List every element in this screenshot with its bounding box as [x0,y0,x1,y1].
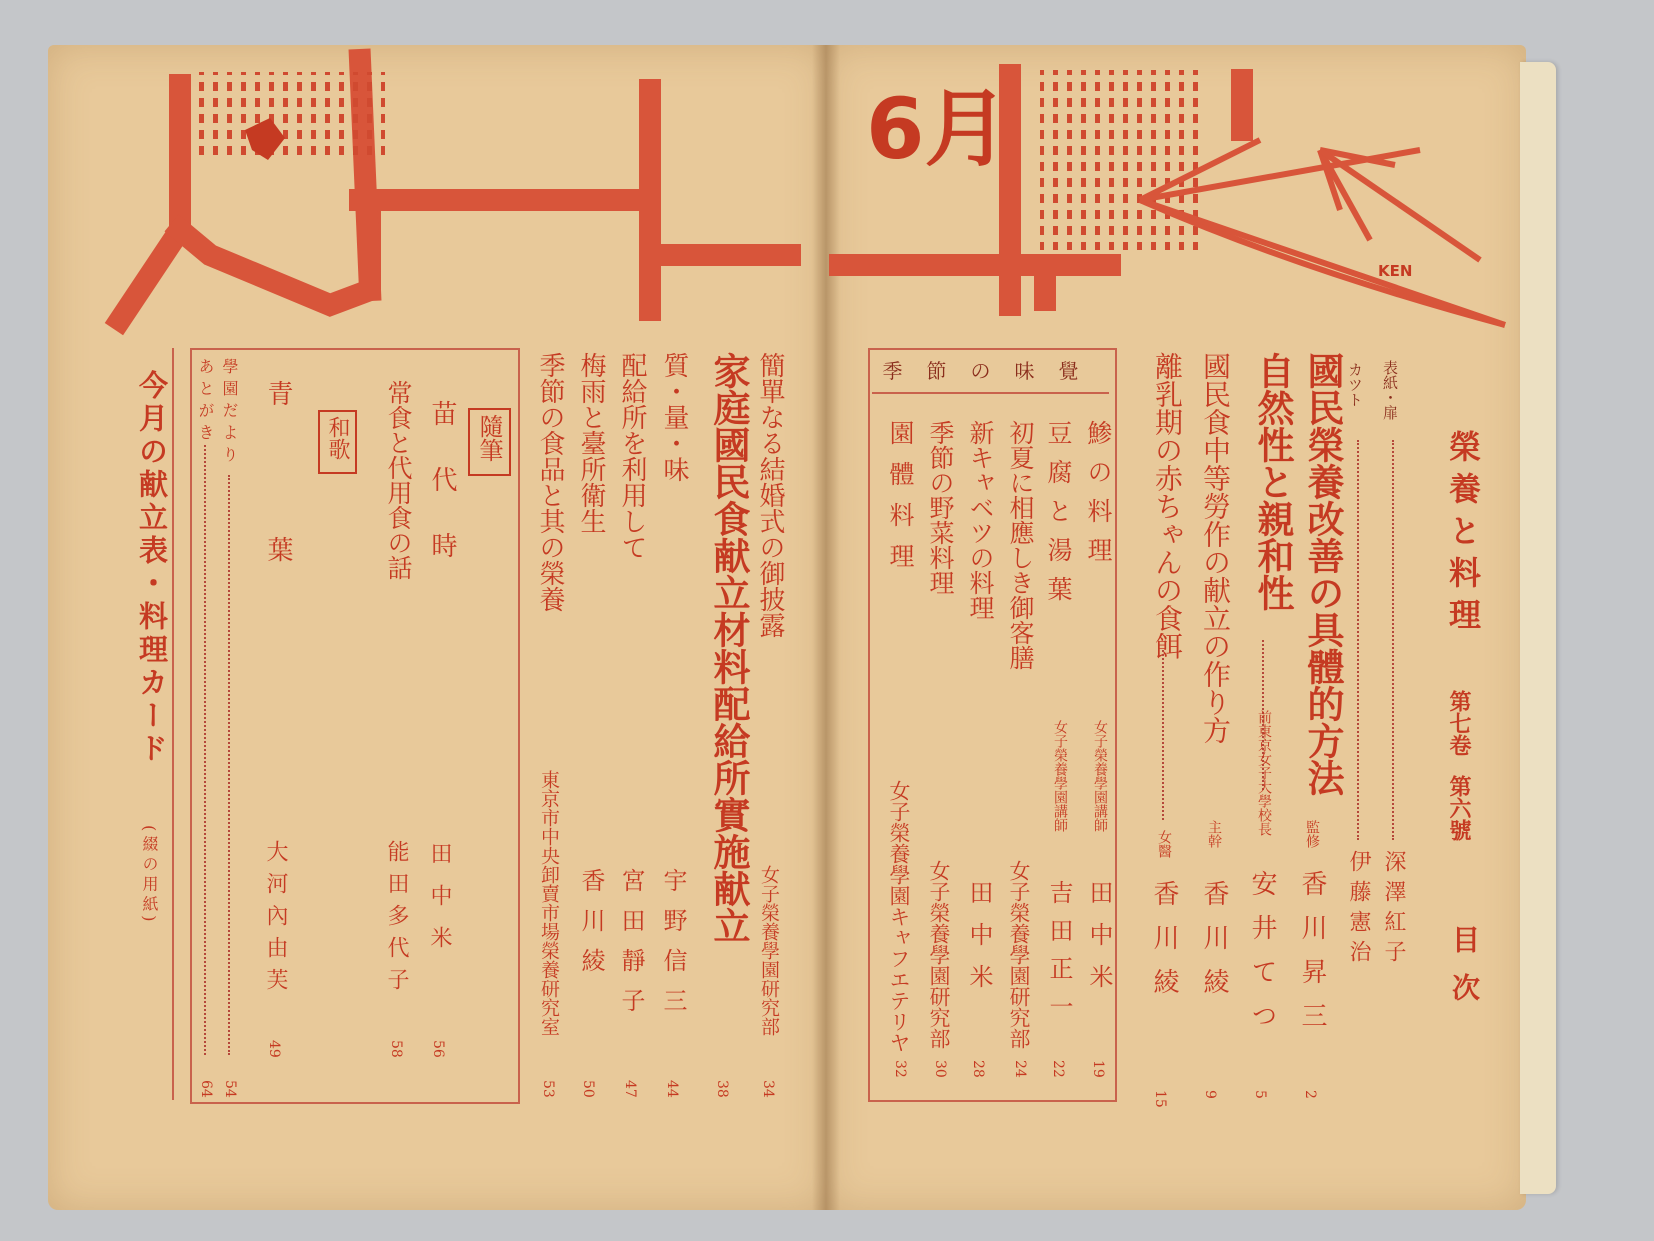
artist-signature: KEN [1378,262,1413,280]
seasonal-item-page: 32 [892,1060,908,1078]
left-article-title: 簡單なる結婚式の御披露 [755,352,785,638]
seasonal-item-page: 28 [970,1060,986,1078]
left-article-title: 梅雨と臺所衛生 [576,352,606,534]
credit-cut-name: 伊藤憲治 [1346,850,1371,970]
misc-page: 64 [198,1080,214,1098]
credit-cover-name: 深澤紅子 [1381,850,1406,970]
left-article-author: 宇野信三 [659,868,687,1028]
waka-author: 大河內由芙 [263,840,288,1000]
article-author: 安井てつ [1247,870,1277,1046]
seasonal-item-title: 鯵の料理 [1084,420,1113,576]
left-article-page: 44 [664,1080,680,1098]
left-article-page: 34 [760,1080,776,1098]
magazine-title: 榮養と料理 [1444,430,1482,640]
seasonal-item-title: 新キャベツの料理 [966,420,995,620]
toc-label: 目次 [1448,925,1481,1021]
left-article-author: 香川綾 [577,868,605,988]
article-title: 國民食中等勞作の献立の作り方 [1199,352,1232,744]
article-role: 女醫 [1156,830,1172,858]
seasonal-item-title: 園體料理 [886,420,915,584]
article-title: 離乳期の赤ちゃんの食餌 [1151,352,1184,660]
seasonal-item-page: 30 [932,1060,948,1078]
credit-cut-role: カツト [1346,362,1364,407]
misc-page: 54 [222,1080,238,1098]
seasonal-item-author: 吉田正一 [1045,880,1073,1032]
article-title: 自然性と親和性 [1251,352,1295,611]
essay-author: 能田多代子 [384,840,409,1000]
essay-page: 58 [388,1040,404,1058]
article-role: 監修 [1304,820,1320,848]
seasonal-item-page: 24 [1012,1060,1028,1078]
article-role: 前東京女子大學校長 [1256,710,1272,836]
seasonal-item-author: 女子榮養學園研究部 [1007,860,1031,1049]
article-title: 國民榮養改善の具體的方法 [1301,352,1345,796]
month-heading: 6月 [866,80,1009,178]
left-article-page: 38 [714,1080,730,1098]
misc-item: 學園だより [220,358,239,468]
seasonal-item-title: 季節の野菜料理 [926,420,955,595]
left-article-title: 家庭國民食献立材料配給所實施献立 [707,352,751,944]
article-author: 香川綾 [1199,880,1229,1012]
left-article-page: 50 [580,1080,596,1098]
seasonal-item-role: 女子榮養學園講師 [1092,720,1108,832]
article-author: 香川綾 [1149,880,1179,1012]
article-page: 5 [1252,1090,1268,1099]
supplement-title: 今月の献立表・料理カード [135,370,169,766]
article-page: 2 [1302,1090,1318,1099]
left-article-title: 質・量・味 [659,352,689,482]
supplement-note: (綴の用紙) [140,825,159,926]
left-article-page: 53 [540,1080,556,1098]
left-article-title: 配給所を利用して [617,352,647,560]
credit-cover-role: 表紙・扉 [1381,360,1399,420]
essay-author: 田中米 [427,842,452,968]
essay-title: 苗代時 [427,400,457,598]
paddy-line-branch [180,200,370,305]
article-page: 15 [1152,1090,1168,1108]
seasonal-item-author: 女子榮養學園キャフエテリヤ [887,780,911,1053]
volume-number: 第七卷 [1446,690,1472,756]
article-role: 主幹 [1206,820,1222,848]
paddy-line-left [120,85,180,320]
issue-number: 第六號 [1446,775,1472,841]
left-article-page: 47 [622,1080,638,1098]
left-article-author: 女子榮養學園研究部 [758,865,780,1036]
left-article-author: 宮田靜子 [617,868,645,1028]
waka-title: 青葉 [263,380,293,692]
seasonal-item-role: 女子榮養學園講師 [1052,720,1068,832]
seasonal-heading: 季節の味覺 [882,359,1103,383]
waka-page: 49 [266,1040,282,1058]
seasonal-item-author: 田中米 [1085,880,1113,1006]
article-page: 9 [1202,1090,1218,1099]
left-article-author: 東京市中央卸賣市場榮養研究室 [538,770,560,1036]
seasonal-item-author: 女子榮養學園研究部 [927,860,951,1049]
essay-title: 常食と代用食の話 [384,380,413,580]
misc-item: あとがき [196,358,215,446]
waka-label: 和歌 [318,410,357,474]
essay-label: 隨筆 [468,408,511,476]
seasonal-item-page: 22 [1050,1060,1066,1078]
left-article-title: 季節の食品と其の榮養 [535,352,565,612]
seasonal-item-title: 豆腐と湯葉 [1044,420,1073,615]
seasonal-item-title: 初夏に相應しき御客膳 [1006,420,1035,670]
seasonal-item-author: 田中米 [965,880,993,1006]
essay-page: 56 [430,1040,446,1058]
seasonal-item-page: 19 [1090,1060,1106,1078]
article-author: 香川昇三 [1297,870,1327,1046]
